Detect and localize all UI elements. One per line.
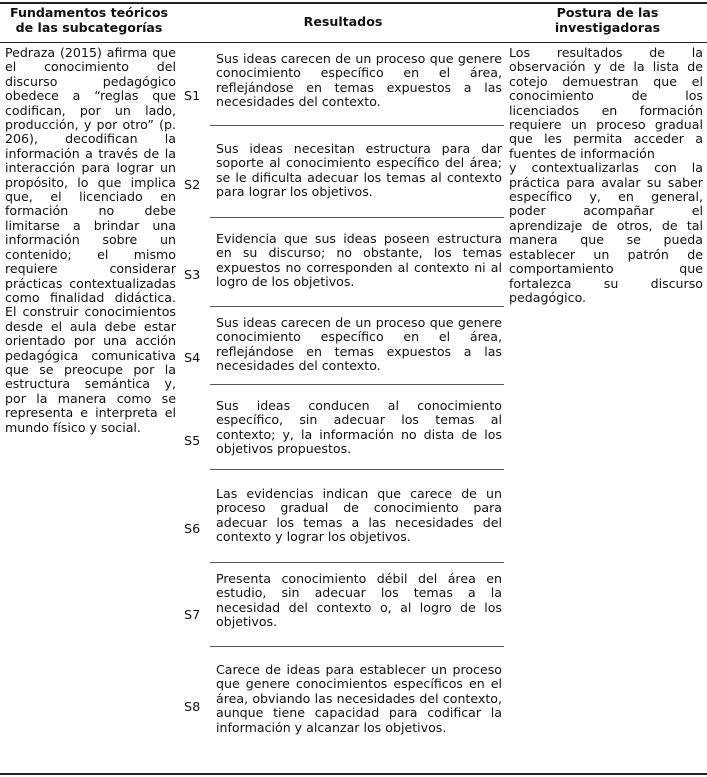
row-divider [210, 384, 504, 385]
result-id: S2 [184, 178, 201, 193]
table-bottom-rule [0, 773, 707, 775]
result-text: Presenta conocimiento débil del área en estudio, sin adecuar los temas a la necesidad del contexto o, al logro de los objetivos. [216, 571, 502, 630]
header-resultados: Resultados [303, 14, 383, 29]
row-divider [210, 125, 504, 126]
result-text: Evidencia que sus ideas poseen estructura en su discurso; no obstante, los temas expuestos no corresponden al contexto ni al logro de los objetivos. [216, 231, 502, 290]
result-text: Las evidencias indican que carece de un proceso gradual de conocimiento para adecuar los temas a las necesidades del contexto y lograr los objetivos. [216, 486, 502, 545]
postura-paragraph-1: Los resultados de la observación y de la lista de cotejo demuestran que el conocimiento de los licenciados en formación requiere un proceso gradual que les permita acceder a fuentes de información [509, 45, 703, 161]
result-text: Sus ideas necesitan estructura para dar soporte al conocimiento específico del área; se le dificulta adecuar los temas al contexto para lograr los objetivos. [216, 141, 502, 200]
result-id: S4 [184, 351, 201, 366]
header-fundamentos: Fundamentos teóricos de las subcategorías [10, 5, 168, 35]
result-id: S3 [184, 268, 201, 283]
result-id: S5 [184, 434, 201, 449]
row-divider [210, 646, 504, 647]
table-top-rule [0, 2, 707, 4]
row-divider [210, 306, 504, 307]
result-id: S8 [184, 700, 201, 715]
result-text: Sus ideas carecen de un proceso que genere conocimiento específico en el área, reflejándose en temas expuestos a las necesidades del contexto. [216, 51, 502, 110]
postura-paragraph-2: y contextualizarlas con la práctica para avalar su saber específico y, en general, poder acompañar el aprendizaje de otros, de tal manera que se pueda establecer un patrón de comportamiento que fortalezca su discurso pedagógico. [509, 160, 703, 305]
row-divider [210, 217, 504, 218]
header-postura: Postura de las investigadoras [554, 5, 661, 35]
header-bottom-rule [0, 42, 707, 43]
row-divider [210, 562, 504, 563]
row-divider [210, 469, 504, 470]
result-id: S1 [184, 89, 201, 104]
result-id: S7 [184, 608, 201, 623]
fundamentos-text: Pedraza (2015) afirma que el conocimiento del discurso pedagógico obedece a “reglas que codifican, por un lado, producción, y por otro” (p. 206), decodifican la información a través de la interacción para lograr un propósito, lo que implica que, el licenciado en formación no debe limitarse a brindar una información sobre un contenido; el mismo requiere considerar prácticas contextualizadas como finalidad didáctica. El construir conocimientos desde el aula debe estar orientado por una acción pedagógica comunicativa que se preocupe por la estructura semántica y, por la manera como se representa e interpreta el mundo físico y social. [5, 45, 176, 435]
result-id: S6 [184, 522, 201, 537]
result-text: Sus ideas conducen al conocimiento específico, sin adecuar los temas al contexto; y, la información no dista de los objetivos propuestos. [216, 398, 502, 457]
postura-text [509, 46, 703, 305]
result-text: Carece de ideas para establecer un proceso que genere conocimientos específicos en el área, obviando las necesidades del contexto, aunque tiene capacidad para codificar la información y alcanzar los objetivos. [216, 662, 502, 735]
result-text: Sus ideas carecen de un proceso que genere conocimiento específico en el área, reflejándose en temas expuestos a las necesidades del contexto. [216, 315, 502, 374]
